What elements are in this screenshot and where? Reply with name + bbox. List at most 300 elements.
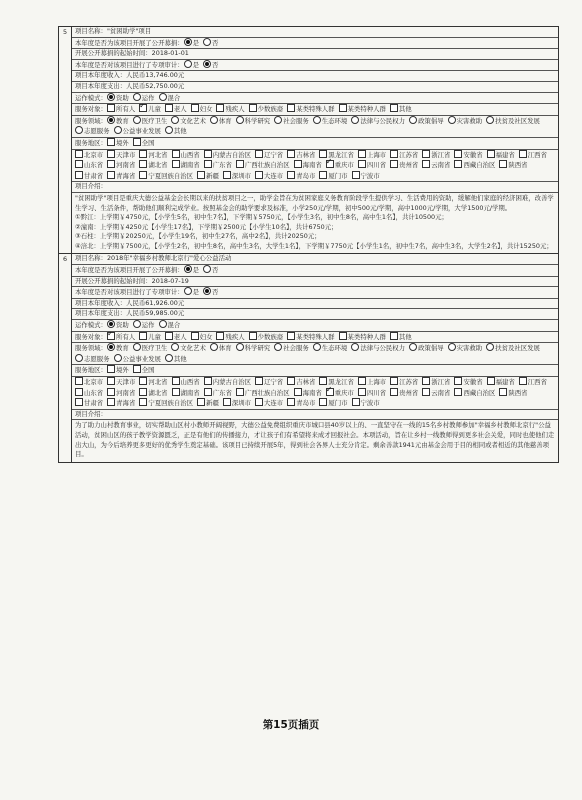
- checkbox-option[interactable]: [172, 150, 200, 161]
- checkbox-option[interactable]: [454, 377, 482, 388]
- checkbox-option[interactable]: [422, 160, 450, 171]
- checkbox[interactable]: [287, 398, 295, 406]
- checkbox-option[interactable]: [319, 171, 347, 182]
- checkbox[interactable]: [390, 150, 398, 158]
- radio-option[interactable]: [107, 93, 129, 104]
- checkbox[interactable]: [519, 150, 527, 158]
- checkbox-option[interactable]: [294, 388, 322, 399]
- radio-button[interactable]: [448, 343, 456, 351]
- checkbox[interactable]: [75, 388, 83, 396]
- checkbox-option[interactable]: [287, 171, 315, 182]
- checkbox-option[interactable]: [223, 398, 251, 409]
- radio-button[interactable]: [184, 38, 192, 46]
- checkbox[interactable]: [487, 377, 495, 385]
- expense: 项目本年度支出：人民币59,985.00元: [72, 308, 558, 319]
- checkbox[interactable]: [204, 160, 212, 168]
- radio-option[interactable]: [107, 116, 129, 127]
- checkbox-option[interactable]: [107, 377, 135, 388]
- checkbox[interactable]: [197, 171, 205, 179]
- expense: 项目本年度支出：人民币52,750.00元: [72, 81, 558, 92]
- checkbox-option[interactable]: [133, 138, 155, 149]
- checkbox-option[interactable]: [249, 332, 284, 343]
- radio-option[interactable]: [351, 116, 405, 127]
- checkbox-option[interactable]: [107, 332, 135, 343]
- radio-button[interactable]: [75, 354, 83, 362]
- radio-button[interactable]: [184, 265, 192, 273]
- radio-button[interactable]: [133, 116, 141, 124]
- checkbox-option[interactable]: [107, 160, 135, 171]
- checkbox-option[interactable]: [287, 377, 315, 388]
- checkbox[interactable]: [255, 150, 263, 158]
- checkbox-option[interactable]: [75, 377, 103, 388]
- radio-button[interactable]: [107, 116, 115, 124]
- checkbox-option[interactable]: [255, 150, 283, 161]
- radio-option[interactable]: [107, 320, 129, 331]
- checkbox[interactable]: [75, 377, 83, 385]
- radio-option[interactable]: [171, 343, 206, 354]
- checkbox[interactable]: [172, 160, 180, 168]
- checkbox[interactable]: [216, 332, 224, 340]
- operation-label: 运作模式：: [75, 93, 107, 102]
- checkbox-option[interactable]: [172, 388, 200, 399]
- checkbox[interactable]: [390, 388, 398, 396]
- checkbox-option[interactable]: [352, 398, 380, 409]
- checkbox-option[interactable]: [172, 377, 200, 388]
- checkbox-option[interactable]: [390, 104, 412, 115]
- radio-button[interactable]: [203, 287, 211, 295]
- option-label: 妇女: [199, 105, 213, 114]
- checkbox[interactable]: [326, 160, 334, 168]
- checkbox-option[interactable]: [133, 365, 155, 376]
- checkbox[interactable]: [339, 332, 347, 340]
- checkbox[interactable]: [422, 377, 430, 385]
- checkbox-option[interactable]: [197, 398, 219, 409]
- option-label: 否: [212, 266, 219, 275]
- checkbox-option[interactable]: [216, 332, 244, 343]
- checkbox-option[interactable]: [223, 171, 251, 182]
- checkbox[interactable]: [390, 377, 398, 385]
- option-label: 大连市: [264, 399, 284, 408]
- checkbox-option[interactable]: [319, 150, 354, 161]
- checkbox-option[interactable]: [139, 150, 167, 161]
- checkbox[interactable]: [107, 377, 115, 385]
- radio-option[interactable]: [203, 60, 218, 71]
- checkbox[interactable]: [75, 150, 83, 158]
- checkbox[interactable]: [107, 398, 115, 406]
- checkbox[interactable]: [107, 365, 115, 373]
- radio-button[interactable]: [236, 343, 244, 351]
- checkbox-option[interactable]: [107, 388, 135, 399]
- checkbox[interactable]: [107, 150, 115, 158]
- checkbox-option[interactable]: [519, 377, 547, 388]
- option-label: 辽宁省: [264, 150, 284, 159]
- checkbox[interactable]: [139, 377, 147, 385]
- radio-option[interactable]: [107, 343, 129, 354]
- checkbox-option[interactable]: [197, 171, 219, 182]
- option-label: 新疆: [206, 399, 219, 408]
- radio-button[interactable]: [409, 343, 417, 351]
- checkbox[interactable]: [422, 388, 430, 396]
- checkbox-option[interactable]: [287, 332, 334, 343]
- checkbox[interactable]: [287, 332, 295, 340]
- checkbox-option[interactable]: [107, 171, 135, 182]
- checkbox[interactable]: [139, 171, 147, 179]
- option-label: 山东省: [84, 388, 104, 397]
- option-label: 云南省: [431, 388, 451, 397]
- checkbox-option[interactable]: [454, 160, 495, 171]
- checkbox[interactable]: [422, 160, 430, 168]
- checkbox-option[interactable]: [107, 365, 129, 376]
- checkbox[interactable]: [107, 138, 115, 146]
- option-label: 社会服务: [283, 116, 309, 125]
- checkbox[interactable]: [287, 150, 295, 158]
- radio-button[interactable]: [107, 320, 115, 328]
- radio-option[interactable]: [409, 343, 444, 354]
- checkbox-option[interactable]: [319, 377, 354, 388]
- checkbox[interactable]: [352, 171, 360, 179]
- option-label: 是: [192, 266, 200, 275]
- checkbox-option[interactable]: [107, 138, 129, 149]
- radio-option[interactable]: [184, 265, 199, 276]
- radio-button[interactable]: [486, 116, 494, 124]
- checkbox-option[interactable]: [326, 388, 354, 399]
- checkbox[interactable]: [133, 138, 141, 146]
- checkbox[interactable]: [75, 171, 83, 179]
- radio-option[interactable]: [274, 343, 309, 354]
- radio-option[interactable]: [203, 265, 218, 276]
- checkbox[interactable]: [287, 377, 295, 385]
- radio-option[interactable]: [184, 38, 199, 49]
- checkbox-option[interactable]: [191, 332, 213, 343]
- checkbox[interactable]: [339, 104, 347, 112]
- checkbox-option[interactable]: [139, 171, 193, 182]
- radio-option[interactable]: [313, 343, 348, 354]
- checkbox-option[interactable]: [172, 160, 200, 171]
- checkbox-option[interactable]: [204, 388, 232, 399]
- radio-option[interactable]: [184, 287, 199, 298]
- checkbox-option[interactable]: [139, 104, 161, 115]
- radio-button[interactable]: [203, 265, 211, 273]
- radio-option[interactable]: [114, 126, 161, 137]
- checkbox-option[interactable]: [75, 160, 103, 171]
- option-label: 老人: [173, 105, 187, 114]
- radio-option[interactable]: [203, 287, 218, 298]
- checkbox[interactable]: [236, 160, 244, 168]
- radio-button[interactable]: [159, 320, 167, 328]
- checkbox[interactable]: [139, 388, 147, 396]
- radio-button[interactable]: [114, 354, 122, 362]
- checkbox-option[interactable]: [519, 150, 547, 161]
- radio-button[interactable]: [159, 93, 167, 101]
- start-date: 开展公开募捐的起始时间：2018-07-19: [72, 276, 558, 287]
- checkbox[interactable]: [191, 332, 199, 340]
- checkbox-option[interactable]: [339, 332, 386, 343]
- checkbox-option[interactable]: [390, 377, 418, 388]
- checkbox[interactable]: [390, 160, 398, 168]
- radio-option[interactable]: [236, 343, 271, 354]
- radio-button[interactable]: [351, 343, 359, 351]
- radio-button[interactable]: [486, 343, 494, 351]
- radio-button[interactable]: [236, 116, 244, 124]
- checkbox-option[interactable]: [139, 332, 161, 343]
- radio-option[interactable]: [171, 116, 206, 127]
- checkbox-option[interactable]: [139, 377, 167, 388]
- checkbox-option[interactable]: [255, 377, 283, 388]
- checkbox-option[interactable]: [165, 104, 187, 115]
- checkbox-option[interactable]: [358, 377, 386, 388]
- checkbox-option[interactable]: [75, 150, 103, 161]
- checkbox[interactable]: [133, 365, 141, 373]
- checkbox-option[interactable]: [358, 388, 386, 399]
- option-label: 黑龙江省: [328, 378, 354, 386]
- checkbox[interactable]: [454, 150, 462, 158]
- option-label: 其他: [173, 354, 187, 363]
- checkbox-option[interactable]: [204, 377, 251, 388]
- checkbox[interactable]: [165, 104, 173, 112]
- radio-option[interactable]: [210, 343, 232, 354]
- checkbox-option[interactable]: [487, 150, 515, 161]
- radio-option[interactable]: [114, 354, 161, 365]
- checkbox-option[interactable]: [499, 160, 527, 171]
- radio-option[interactable]: [165, 126, 187, 137]
- checkbox[interactable]: [204, 388, 212, 396]
- radio-button[interactable]: [274, 116, 282, 124]
- option-label: 吉林省: [296, 150, 316, 159]
- checkbox-option[interactable]: [390, 160, 418, 171]
- checkbox-option[interactable]: [390, 332, 412, 343]
- checkbox[interactable]: [107, 388, 115, 396]
- radio-button[interactable]: [184, 60, 192, 68]
- checkbox-option[interactable]: [139, 398, 193, 409]
- checkbox[interactable]: [191, 104, 199, 112]
- checkbox[interactable]: [255, 171, 263, 179]
- checkbox-option[interactable]: [499, 388, 527, 399]
- checkbox-option[interactable]: [191, 104, 213, 115]
- radio-option[interactable]: [351, 343, 405, 354]
- checkbox-option[interactable]: [255, 171, 283, 182]
- radio-button[interactable]: [203, 38, 211, 46]
- radio-option[interactable]: [313, 116, 348, 127]
- checkbox[interactable]: [204, 377, 212, 385]
- checkbox[interactable]: [255, 377, 263, 385]
- radio-button[interactable]: [274, 343, 282, 351]
- radio-option[interactable]: [236, 116, 271, 127]
- checkbox[interactable]: [326, 388, 334, 396]
- option-label: 否: [212, 60, 219, 69]
- checkbox-option[interactable]: [107, 104, 135, 115]
- radio-option[interactable]: [133, 320, 155, 331]
- checkbox-option[interactable]: [339, 104, 386, 115]
- radio-option[interactable]: [75, 126, 110, 137]
- radio-option[interactable]: [448, 343, 483, 354]
- radio-option[interactable]: [159, 320, 181, 331]
- checkbox[interactable]: [358, 150, 366, 158]
- checkbox[interactable]: [358, 160, 366, 168]
- checkbox[interactable]: [294, 388, 302, 396]
- checkbox[interactable]: [294, 160, 302, 168]
- checkbox[interactable]: [287, 171, 295, 179]
- checkbox[interactable]: [454, 160, 462, 168]
- option-label: 资助: [115, 93, 129, 102]
- checkbox[interactable]: [487, 150, 495, 158]
- checkbox-option[interactable]: [165, 332, 187, 343]
- checkbox[interactable]: [172, 377, 180, 385]
- checkbox[interactable]: [107, 332, 115, 340]
- checkbox-option[interactable]: [422, 388, 450, 399]
- option-label: 其他: [398, 332, 412, 341]
- checkbox[interactable]: [499, 160, 507, 168]
- checkbox[interactable]: [75, 160, 83, 168]
- checkbox[interactable]: [454, 377, 462, 385]
- checkbox[interactable]: [139, 332, 147, 340]
- radio-button[interactable]: [171, 343, 179, 351]
- checkbox-option[interactable]: [358, 150, 386, 161]
- radio-button[interactable]: [171, 116, 179, 124]
- radio-button[interactable]: [107, 93, 115, 101]
- radio-button[interactable]: [210, 116, 218, 124]
- checkbox[interactable]: [249, 104, 257, 112]
- radio-option[interactable]: [409, 116, 444, 127]
- radio-option[interactable]: [165, 354, 187, 365]
- checkbox[interactable]: [255, 398, 263, 406]
- checkbox[interactable]: [519, 377, 527, 385]
- checkbox-option[interactable]: [287, 150, 315, 161]
- option-label: 福建省: [495, 150, 515, 159]
- checkbox-option[interactable]: [352, 171, 380, 182]
- checkbox[interactable]: [107, 171, 115, 179]
- checkbox[interactable]: [139, 150, 147, 158]
- checkbox[interactable]: [390, 332, 398, 340]
- checkbox-option[interactable]: [75, 171, 103, 182]
- checkbox[interactable]: [390, 104, 398, 112]
- checkbox[interactable]: [287, 104, 295, 112]
- operation-row: [72, 92, 558, 104]
- radio-button[interactable]: [448, 116, 456, 124]
- checkbox-option[interactable]: [422, 377, 450, 388]
- option-label: 政策倡导: [418, 116, 444, 125]
- radio-option[interactable]: [75, 354, 110, 365]
- checkbox[interactable]: [107, 104, 115, 112]
- checkbox[interactable]: [223, 171, 231, 179]
- checkbox[interactable]: [139, 104, 147, 112]
- checkbox[interactable]: [499, 388, 507, 396]
- intro-paragraph: ①黔江：上学期￥4750元，【小学生5名，初中生7名】，下学期￥5750元，【小学生3名，初中生8名，高中生1名】，共计10500元；: [75, 213, 448, 222]
- checkbox-option[interactable]: [326, 160, 354, 171]
- radio-option[interactable]: [448, 116, 483, 127]
- radio-button[interactable]: [75, 126, 83, 134]
- checkbox-option[interactable]: [319, 398, 347, 409]
- checkbox[interactable]: [204, 150, 212, 158]
- checkbox-option[interactable]: [487, 377, 515, 388]
- checkbox[interactable]: [249, 332, 257, 340]
- checkbox[interactable]: [358, 388, 366, 396]
- checkbox[interactable]: [223, 398, 231, 406]
- checkbox[interactable]: [107, 160, 115, 168]
- radio-button[interactable]: [409, 116, 417, 124]
- radio-option[interactable]: [133, 343, 168, 354]
- checkbox-option[interactable]: [454, 388, 495, 399]
- checkbox[interactable]: [139, 398, 147, 406]
- checkbox[interactable]: [358, 377, 366, 385]
- checkbox-option[interactable]: [216, 104, 244, 115]
- option-label: 海南省: [302, 388, 322, 397]
- radio-button[interactable]: [313, 343, 321, 351]
- checkbox[interactable]: [319, 171, 327, 179]
- checkbox[interactable]: [422, 150, 430, 158]
- checkbox-option[interactable]: [139, 388, 167, 399]
- checkbox-option[interactable]: [107, 150, 135, 161]
- checkbox-option[interactable]: [390, 388, 418, 399]
- checkbox-option[interactable]: [236, 388, 290, 399]
- checkbox[interactable]: [216, 104, 224, 112]
- checkbox-option[interactable]: [255, 398, 283, 409]
- radio-option[interactable]: [274, 116, 309, 127]
- radio-option[interactable]: [159, 93, 181, 104]
- checkbox-option[interactable]: [287, 104, 334, 115]
- radio-button[interactable]: [165, 126, 173, 134]
- radio-button[interactable]: [351, 116, 359, 124]
- checkbox-option[interactable]: [249, 104, 284, 115]
- radio-option[interactable]: [486, 343, 540, 354]
- radio-button[interactable]: [165, 354, 173, 362]
- regions-row: [72, 137, 558, 149]
- radio-button[interactable]: [184, 287, 192, 295]
- checkbox-option[interactable]: [236, 160, 290, 171]
- checkbox-option[interactable]: [454, 150, 482, 161]
- checkbox[interactable]: [319, 398, 327, 406]
- checkbox[interactable]: [165, 332, 173, 340]
- radio-option[interactable]: [203, 38, 218, 49]
- radio-option[interactable]: [133, 93, 155, 104]
- radio-button[interactable]: [203, 60, 211, 68]
- radio-button[interactable]: [210, 343, 218, 351]
- radio-option[interactable]: [486, 116, 540, 127]
- checkbox-option[interactable]: [204, 150, 251, 161]
- option-label: 宁波市: [360, 171, 380, 180]
- checkbox-option[interactable]: [75, 398, 103, 409]
- checkbox[interactable]: [236, 388, 244, 396]
- checkbox-option[interactable]: [139, 160, 167, 171]
- checkbox-option[interactable]: [358, 160, 386, 171]
- checkbox[interactable]: [172, 150, 180, 158]
- checkbox[interactable]: [139, 160, 147, 168]
- checkbox-option[interactable]: [390, 150, 418, 161]
- checkbox-option[interactable]: [287, 398, 315, 409]
- checkbox-option[interactable]: [204, 160, 232, 171]
- checkbox[interactable]: [352, 398, 360, 406]
- radio-button[interactable]: [133, 320, 141, 328]
- radio-option[interactable]: [210, 116, 232, 127]
- checkbox-option[interactable]: [294, 160, 322, 171]
- checkbox-option[interactable]: [422, 150, 450, 161]
- radio-button[interactable]: [313, 116, 321, 124]
- option-label: 深圳市: [231, 171, 252, 180]
- option-label: 医疗卫生: [141, 116, 168, 125]
- checkbox[interactable]: [172, 388, 180, 396]
- checkbox[interactable]: [197, 398, 205, 406]
- radio-button[interactable]: [133, 93, 141, 101]
- radio-button[interactable]: [114, 126, 122, 134]
- radio-option[interactable]: [184, 60, 199, 71]
- checkbox-option[interactable]: [107, 398, 135, 409]
- radio-button[interactable]: [107, 343, 115, 351]
- radio-option[interactable]: [133, 116, 168, 127]
- checkbox[interactable]: [454, 388, 462, 396]
- radio-button[interactable]: [133, 343, 141, 351]
- checkbox[interactable]: [75, 398, 83, 406]
- option-label: 山西省: [180, 378, 200, 386]
- checkbox-option[interactable]: [75, 388, 103, 399]
